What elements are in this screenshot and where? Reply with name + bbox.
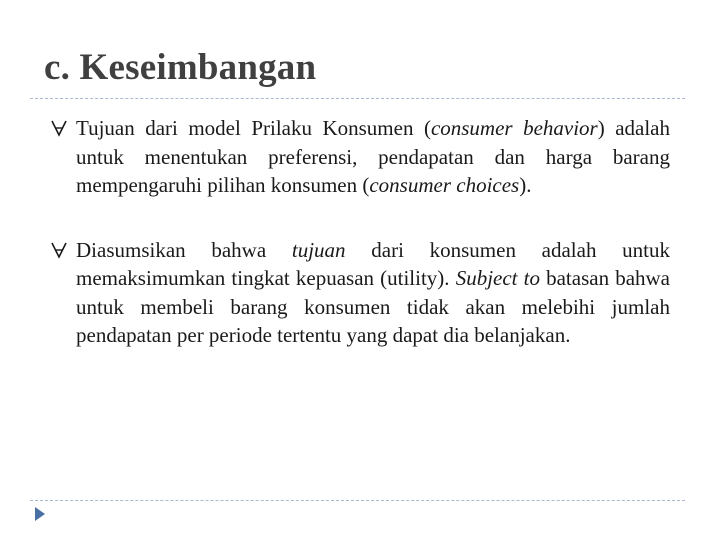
bullet-item	[50, 114, 670, 200]
check-bullet-icon	[50, 239, 68, 261]
text-segment: ).	[519, 173, 532, 197]
text-segment: batasan bahwa untuk membeli barang konsumen tidak akan melebihi jumlah pendapatan per periode tertentu yang dapat dia belanjakan.	[76, 266, 670, 347]
title-divider	[30, 98, 685, 99]
italic-term: Subject to	[455, 266, 540, 290]
italic-term: consumer behavior	[430, 116, 598, 140]
title-area	[30, 40, 685, 99]
bullet-text	[76, 114, 670, 200]
text-segment: dari konsumen adalah untuk memaksimumkan tingkat kepuasan (utility).	[76, 237, 671, 290]
italic-term: consumer choices	[369, 173, 520, 197]
italic-term: tujuan	[291, 237, 346, 262]
text-segment: Tujuan dari model Prilaku Konsumen (	[76, 116, 431, 140]
bullet-text	[76, 236, 670, 350]
text-segment: Diasumsikan bahwa	[76, 237, 292, 262]
bullet-list	[50, 114, 670, 386]
bullet-item	[50, 236, 670, 350]
check-bullet-icon	[50, 117, 68, 139]
next-slide-arrow-icon[interactable]	[33, 506, 47, 522]
footer-divider	[30, 500, 685, 501]
slide-title: c. Keseimbangan	[44, 47, 317, 88]
text-segment: ) adalah untuk menentukan preferensi, pendapatan dan harga barang mempengaruhi pilihan konsumen (	[76, 116, 670, 197]
